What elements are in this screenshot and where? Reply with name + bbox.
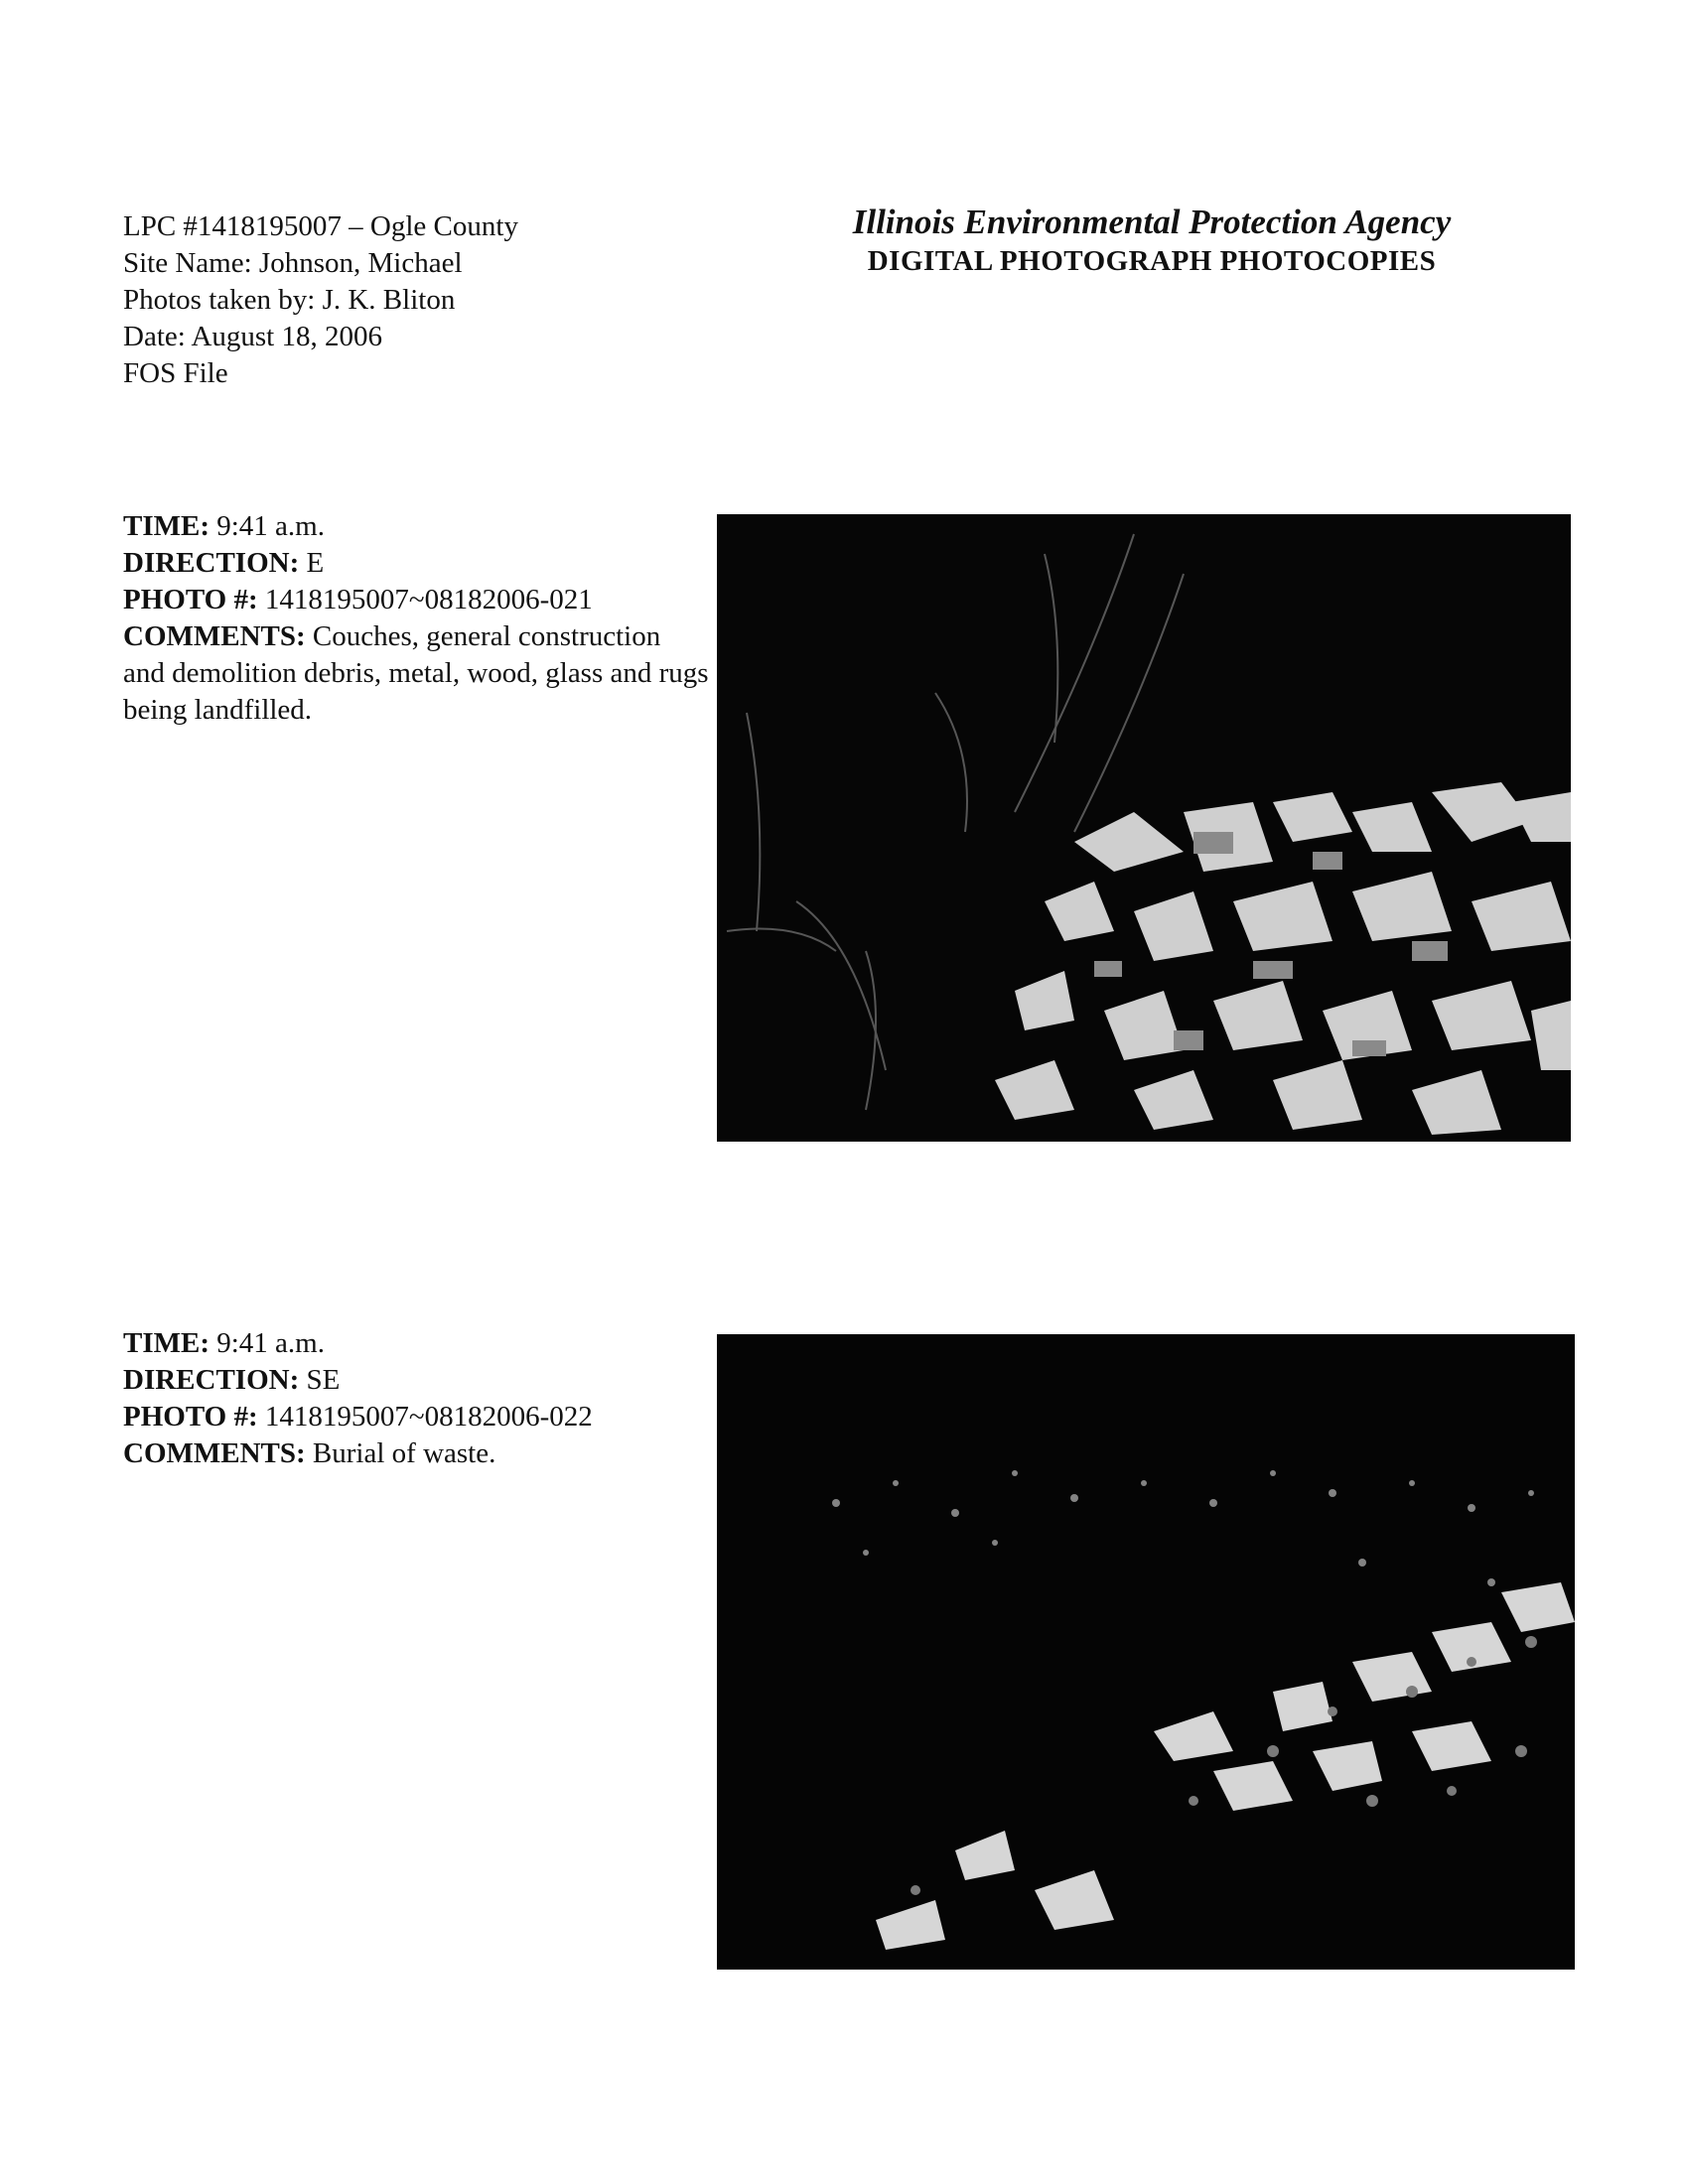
site-photo-2 [717,1334,1575,1970]
site-name: Site Name: Johnson, Michael [123,247,463,279]
photo-entry-1 [123,508,709,729]
comments-value: Burial of waste. [312,1437,496,1469]
file-designation: FOS File [123,357,228,389]
photo-entry-2 [123,1325,709,1472]
direction-value: E [306,547,325,579]
direction-row: DIRECTION: SE [123,1364,341,1396]
time-row: TIME: 9:41 a.m. [123,1327,325,1359]
photo-number-value: 1418195007~08182006-022 [264,1401,593,1433]
lpc-line: LPC #1418195007 – Ogle County [123,210,518,242]
comments-value: Couches, general construction and demolition debris, metal, wood, glass and rugs being landfilled. [123,620,709,726]
agency-name: Illinois Environmental Protection Agency [852,203,1452,241]
comments-row: COMMENTS: Burial of waste. [123,1437,496,1469]
site-info [123,208,518,392]
site-photo-1 [717,514,1571,1142]
photos-taken-by: Photos taken by: J. K. Bliton [123,284,456,316]
buried-waste-photo-image [717,1334,1575,1970]
comments-row: COMMENTS: Couches, general construction and demolition debris, metal, wood, glass and rugs being landfilled. [123,620,709,726]
photo-number-row: PHOTO #: 1418195007~08182006-022 [123,1401,593,1433]
direction-row: DIRECTION: E [123,547,325,579]
photo-date: Date: August 18, 2006 [123,321,382,352]
photo-number-row: PHOTO #: 1418195007~08182006-021 [123,584,593,615]
direction-value: SE [306,1364,341,1396]
agency-heading [794,203,1509,280]
time-value: 9:41 a.m. [216,510,325,542]
time-row: TIME: 9:41 a.m. [123,510,325,542]
photo-number-value: 1418195007~08182006-021 [264,584,593,615]
time-value: 9:41 a.m. [216,1327,325,1359]
document-type: DIGITAL PHOTOGRAPH PHOTOCOPIES [867,245,1437,277]
debris-photo-image [717,514,1571,1142]
